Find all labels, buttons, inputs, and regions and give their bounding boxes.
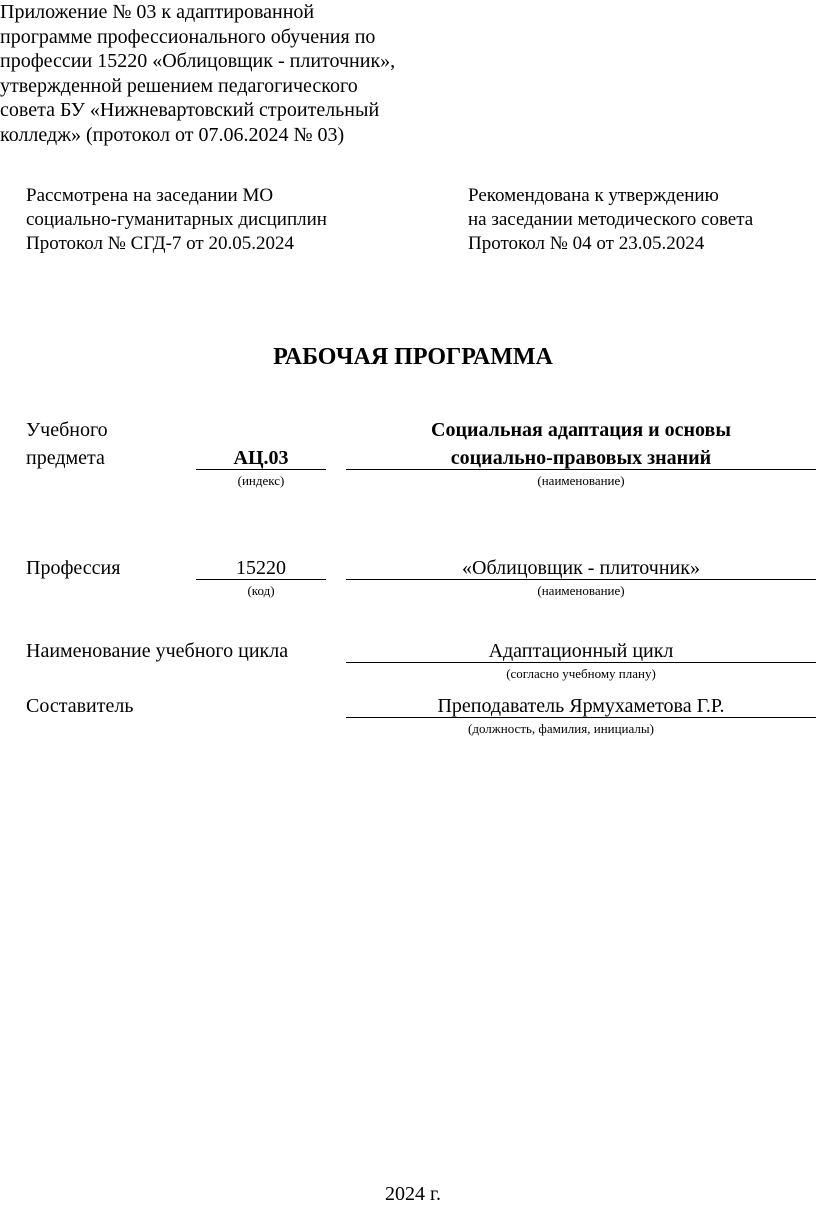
profession-name-caption: (наименование) [537,583,625,598]
subject-index: АЦ.03 [233,447,289,469]
subject-name-line1: Социальная адаптация и основы [431,419,731,441]
cycle-label: Наименование учебного цикла [26,640,289,662]
subject-name-line2: социально-правовых знаний [450,447,712,469]
annex-note [0,0,410,147]
approval-left-line: социально-гуманитарных дисциплин [26,209,327,230]
annex-line: профессии 15220 «Облицовщик - плиточник», [0,50,396,72]
approval-left [26,184,426,256]
cycle-underline [346,662,816,663]
profession-label: Профессия [26,557,121,579]
cycle-value: Адаптационный цикл [488,640,674,662]
subject-label-line1: Учебного [26,419,108,441]
profession-name: «Облицовщик - плиточник» [462,557,700,579]
approval-right-line: на заседании методического совета [468,209,754,230]
author-label: Составитель [26,695,134,717]
approval-right-line: Рекомендована к утверждению [468,185,719,206]
annex-line: колледж» (протокол от 07.06.2024 № 03) [0,123,345,146]
subject-name-underline [346,469,816,470]
cycle-caption: (согласно учебному плану) [506,666,656,681]
approval-right-line: Протокол № 04 от 23.05.2024 [468,233,705,254]
subject-index-underline [196,469,326,470]
profession-code: 15220 [236,557,286,579]
profession-code-underline [196,579,326,580]
page-title: РАБОЧАЯ ПРОГРАММА [273,344,553,370]
approval-right [468,184,808,256]
annex-line: программе профессионального обучения по [0,25,376,48]
author-underline [346,717,816,718]
annex-line: совета БУ «Нижневартовский строительный [0,99,380,121]
subject-label-line2: предмета [26,447,105,469]
subject-name-caption: (наименование) [537,473,625,488]
approval-left-line: Рассмотрена на заседании МО [26,185,274,206]
author-value: Преподаватель Ярмухаметова Г.Р. [437,695,725,717]
annex-line: Приложение № 03 к адаптированной [0,1,315,23]
annex-line: утвержденной решением педагогического [0,74,358,97]
approval-left-line: Протокол № СГД-7 от 20.05.2024 [26,233,294,254]
author-caption: (должность, фамилия, инициалы) [468,721,654,736]
document-year: 2024 г. [385,1183,441,1205]
profession-code-caption: (код) [247,583,275,598]
profession-name-underline [346,579,816,580]
subject-index-caption: (индекс) [237,473,285,488]
